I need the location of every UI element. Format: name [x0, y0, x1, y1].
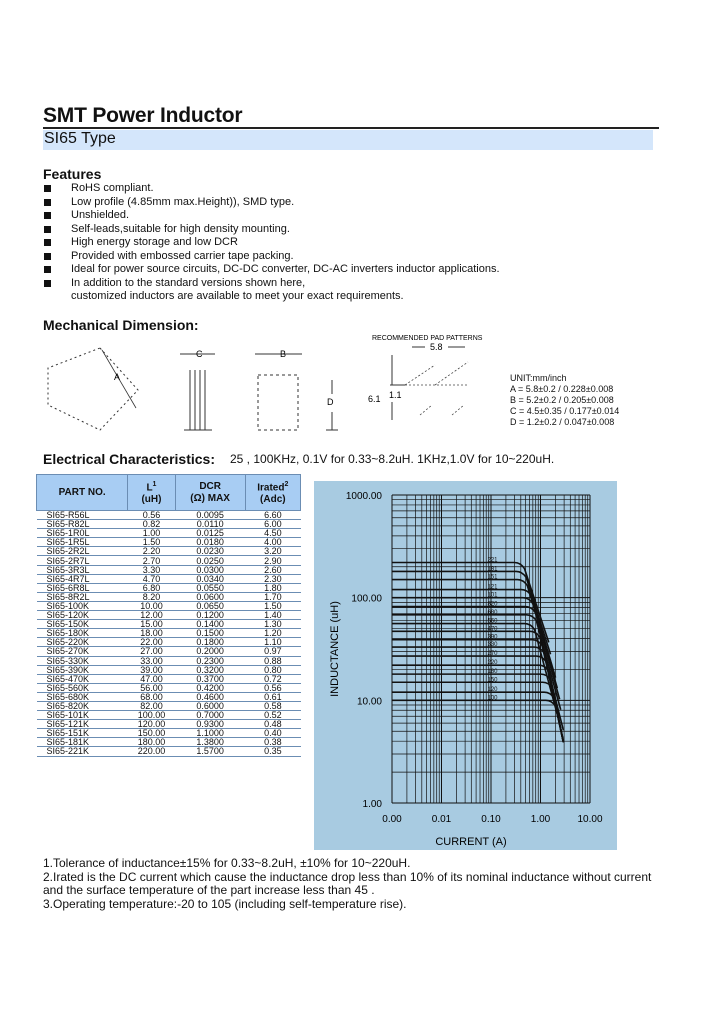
part-no-cell: SI65-120K: [37, 611, 128, 620]
dcr-cell: 1.1000: [175, 729, 245, 738]
col-header-irated: Irated$^2$ (Adc): [245, 475, 300, 511]
inductance-cell: 6.80: [128, 583, 175, 592]
mechanical-drawing: [40, 330, 510, 440]
dcr-cell: 0.0550: [175, 583, 245, 592]
series-label: 220: [487, 660, 498, 667]
table-row: [37, 565, 301, 574]
y-tick-label: 1000.00: [345, 491, 382, 502]
irated-cell: 0.88: [245, 656, 300, 665]
irated-cell: 1.50: [245, 601, 300, 610]
unit-line: A = 5.8±0.2 / 0.228±0.008: [510, 384, 614, 394]
inductance-cell: 4.70: [128, 574, 175, 583]
inductance-cell: 2.20: [128, 547, 175, 556]
y-tick-label: 100.00: [351, 593, 382, 605]
irated-cell: 1.70: [245, 592, 300, 601]
feature-item: High energy storage and low DCR: [43, 236, 643, 250]
part-no-cell: SI65-R82L: [37, 520, 128, 529]
x-tick-label: 0.01: [431, 814, 452, 825]
series-label: 560: [487, 618, 498, 625]
inductance-cell: 3.30: [128, 565, 175, 574]
irated-cell: 4.00: [245, 538, 300, 547]
inductance-cell: 18.00: [128, 629, 175, 638]
inductance-cell: 33.00: [128, 656, 175, 665]
feature-item: Low profile (4.85mm max.Height)), SMD type.: [43, 196, 643, 210]
irated-cell: 0.80: [245, 665, 300, 674]
dcr-cell: 0.0300: [175, 565, 245, 574]
irated-cell: 4.50: [245, 529, 300, 538]
dcr-cell: 0.0250: [175, 556, 245, 565]
pad-pattern-lines: [405, 362, 468, 415]
notes: [43, 857, 651, 911]
irated-cell: 6.00: [245, 520, 300, 529]
part-no-cell: SI65-220K: [37, 638, 128, 647]
irated-cell: 0.48: [245, 720, 300, 729]
pad-pattern-title: RECOMMENDED PAD PATTERNS: [372, 335, 483, 342]
irated-cell: 0.40: [245, 729, 300, 738]
series-line: [392, 665, 563, 742]
part-no-cell: SI65-1R0L: [37, 529, 128, 538]
unit-line: C = 4.5±0.35 / 0.177±0.014: [510, 406, 620, 416]
table-row: [37, 674, 301, 683]
dcr-cell: 0.0095: [175, 511, 245, 520]
dcr-cell: 0.3200: [175, 665, 245, 674]
inductance-chart-panel: [314, 481, 617, 850]
irated-cell: 1.80: [245, 583, 300, 592]
dcr-cell: 0.4200: [175, 683, 245, 692]
series-label: 151: [487, 574, 498, 581]
irated-cell: 0.38: [245, 738, 300, 747]
part-no-cell: SI65-181K: [37, 738, 128, 747]
series-line: [392, 656, 563, 742]
part-no-cell: SI65-151K: [37, 729, 128, 738]
x-tick-label: 10.00: [577, 814, 603, 825]
dim-a-label: A: [114, 372, 121, 382]
series-line: [392, 590, 556, 678]
irated-cell: 0.72: [245, 674, 300, 683]
series-line: [392, 682, 563, 742]
series-label: 121: [487, 584, 498, 591]
pad-dim-gap: 1.1: [389, 390, 402, 400]
dcr-cell: 0.1200: [175, 611, 245, 620]
dcr-cell: 0.4600: [175, 692, 245, 701]
series-label: 180: [487, 669, 498, 676]
dcr-cell: 0.0340: [175, 574, 245, 583]
part-no-cell: SI65-R56L: [37, 511, 128, 520]
x-tick-label: 0.00: [382, 814, 402, 825]
dim-c-label: C: [196, 349, 203, 359]
irated-cell: 0.52: [245, 711, 300, 720]
series-label: 221: [487, 557, 498, 564]
side-view-c: [180, 354, 215, 430]
feature-item: Self-leads,suitable for high density mounting.: [43, 223, 643, 237]
irated-cell: 1.10: [245, 638, 300, 647]
series-line: [392, 647, 563, 742]
part-no-cell: SI65-8R2L: [37, 592, 128, 601]
feature-item: Unshielded.: [43, 209, 643, 223]
irated-cell: 0.35: [245, 747, 300, 756]
inductance-cell: 82.00: [128, 701, 175, 710]
feature-item: Ideal for power source circuits, DC-DC converter, DC-AC inverters inductor applications.: [43, 263, 643, 277]
part-no-cell: SI65-4R7L: [37, 574, 128, 583]
title-divider: [43, 127, 659, 129]
dcr-cell: 0.0125: [175, 529, 245, 538]
feature-item: RoHS compliant.: [43, 182, 643, 196]
note-line: 3.Operating temperature:-20 to 105 (including self-temperature rise).: [43, 896, 407, 911]
inductance-cell: 8.20: [128, 592, 175, 601]
inductance-cell: 0.82: [128, 520, 175, 529]
inductance-cell: 39.00: [128, 665, 175, 674]
part-no-cell: SI65-1R5L: [37, 538, 128, 547]
series-label: 470: [487, 626, 498, 633]
irated-cell: 2.30: [245, 574, 300, 583]
series-label: 181: [487, 566, 498, 573]
part-no-cell: SI65-470K: [37, 674, 128, 683]
irated-cell: 3.20: [245, 547, 300, 556]
dcr-cell: 0.2000: [175, 647, 245, 656]
table-row: [37, 747, 301, 756]
spec-table-body: [37, 511, 301, 757]
series-label: 120: [487, 687, 498, 694]
irated-cell: 0.61: [245, 692, 300, 701]
inductance-cell: 10.00: [128, 601, 175, 610]
y-axis-label: INDUCTANCE (uH): [329, 601, 341, 697]
features-heading: Features: [43, 166, 102, 182]
dcr-cell: 0.2300: [175, 656, 245, 665]
table-row: [37, 574, 301, 583]
note-line: 2.Irated is the DC current which cause the inductance drop less than 10% of its nominal inductance without current: [43, 869, 652, 884]
table-row: [37, 683, 301, 692]
series-label: 100: [487, 695, 498, 702]
electrical-heading: Electrical Characteristics:: [43, 451, 215, 467]
irated-cell: 6.60: [245, 511, 300, 520]
part-no-cell: SI65-100K: [37, 601, 128, 610]
part-no-cell: SI65-820K: [37, 701, 128, 710]
part-no-cell: SI65-221K: [37, 747, 128, 756]
dcr-cell: 0.6000: [175, 701, 245, 710]
inductance-cell: 56.00: [128, 683, 175, 692]
inductance-cell: 120.00: [128, 720, 175, 729]
part-no-cell: SI65-121K: [37, 720, 128, 729]
part-no-cell: SI65-101K: [37, 711, 128, 720]
type-label: SI65 Type: [44, 130, 116, 147]
electrical-conditions: 25 , 100KHz, 0.1V for 0.33~8.2uH. 1KHz,1.0V for 10~220uH.: [230, 452, 555, 466]
x-axis-label: CURRENT (A): [435, 836, 507, 848]
part-no-cell: SI65-330K: [37, 656, 128, 665]
feature-item-continuation: customized inductors are available to meet your exact requirements.: [71, 290, 404, 302]
col-header-part: PART NO.: [37, 475, 128, 511]
dim-d-label: D: [327, 397, 334, 407]
type-band: [43, 130, 653, 150]
dcr-cell: 0.0600: [175, 592, 245, 601]
dcr-cell: 0.9300: [175, 720, 245, 729]
inductance-cell: 180.00: [128, 738, 175, 747]
irated-cell: 1.20: [245, 629, 300, 638]
part-no-cell: SI65-2R7L: [37, 556, 128, 565]
unit-line: B = 5.2±0.2 / 0.205±0.008: [510, 395, 614, 405]
inductance-cell: 12.00: [128, 611, 175, 620]
table-row: [37, 647, 301, 656]
series-line: [392, 624, 559, 721]
features-list: [43, 182, 643, 304]
series-line: [392, 631, 563, 730]
part-no-cell: SI65-6R8L: [37, 583, 128, 592]
part-no-cell: SI65-3R3L: [37, 565, 128, 574]
series-line: [392, 640, 563, 741]
dcr-cell: 0.7000: [175, 711, 245, 720]
table-row: [37, 556, 301, 565]
inductance-cell: 22.00: [128, 638, 175, 647]
inductance-cell: 1.50: [128, 538, 175, 547]
series-label: 101: [487, 592, 498, 599]
series-line: [392, 700, 563, 742]
irated-cell: 2.90: [245, 556, 300, 565]
series-line: [392, 674, 563, 742]
feature-item: In addition to the standard versions shown here,: [43, 277, 643, 291]
inductance-cell: 47.00: [128, 674, 175, 683]
series-label: 820: [487, 601, 498, 608]
series-label: 270: [487, 651, 498, 658]
table-row: [37, 656, 301, 665]
inductance-chart: [314, 481, 617, 850]
pad-dim-top: 5.8: [430, 342, 443, 352]
part-no-cell: SI65-270K: [37, 647, 128, 656]
page-title: SMT Power Inductor: [43, 104, 243, 127]
inductance-cell: 15.00: [128, 620, 175, 629]
dcr-cell: 0.0230: [175, 547, 245, 556]
dim-b-label: B: [280, 349, 287, 359]
feature-item: Provided with embossed carrier tape packing.: [43, 250, 643, 264]
mechanical-heading: Mechanical Dimension:: [43, 317, 199, 333]
inductance-cell: 2.70: [128, 556, 175, 565]
irated-cell: 0.97: [245, 647, 300, 656]
col-header-dcr: DCR (Ω) MAX: [175, 475, 245, 511]
dcr-cell: 0.1500: [175, 629, 245, 638]
dcr-cell: 0.0110: [175, 520, 245, 529]
part-no-cell: SI65-180K: [37, 629, 128, 638]
table-row: [37, 665, 301, 674]
part-no-cell: SI65-390K: [37, 665, 128, 674]
y-tick-label: 10.00: [356, 696, 382, 708]
irated-cell: 2.60: [245, 565, 300, 574]
table-row: [37, 547, 301, 556]
inductance-cell: 0.56: [128, 511, 175, 520]
col-header-l: $L^1$ (uH): [128, 475, 175, 511]
series-label: 330: [487, 642, 498, 649]
unit-line: UNIT:mm/inch: [510, 373, 567, 383]
side-view-b: [255, 354, 302, 430]
dcr-cell: 0.0650: [175, 601, 245, 610]
spec-table: [36, 474, 301, 757]
note-line: 1.Tolerance of inductance±15% for 0.33~8.2uH, ±10% for 10~220uH.: [43, 856, 411, 870]
y-tick-label: 1.00: [362, 799, 382, 810]
inductance-cell: 27.00: [128, 647, 175, 656]
dcr-cell: 0.1400: [175, 620, 245, 629]
series-label: 390: [487, 634, 498, 641]
table-row: [37, 583, 301, 592]
dcr-cell: 0.0180: [175, 538, 245, 547]
series-label: 150: [487, 677, 498, 684]
part-no-cell: SI65-560K: [37, 683, 128, 692]
x-tick-label: 1.00: [530, 814, 551, 825]
pad-dim-left: 6.1: [368, 394, 381, 404]
irated-cell: 0.58: [245, 701, 300, 710]
inductance-cell: 150.00: [128, 729, 175, 738]
series-label: 680: [487, 609, 498, 616]
unit-block: [510, 373, 619, 428]
part-no-cell: SI65-150K: [37, 620, 128, 629]
irated-cell: 0.56: [245, 683, 300, 692]
inductance-cell: 220.00: [128, 747, 175, 756]
dcr-cell: 0.3700: [175, 674, 245, 683]
irated-cell: 1.30: [245, 620, 300, 629]
inductance-cell: 68.00: [128, 692, 175, 701]
part-no-cell: SI65-680K: [37, 692, 128, 701]
inductance-cell: 1.00: [128, 529, 175, 538]
x-tick-label: 0.10: [481, 814, 501, 825]
unit-line: D = 1.2±0.2 / 0.047±0.008: [510, 417, 615, 427]
part-no-cell: SI65-2R2L: [37, 547, 128, 556]
dcr-cell: 1.3800: [175, 738, 245, 747]
dcr-cell: 0.1800: [175, 638, 245, 647]
inductance-cell: 100.00: [128, 711, 175, 720]
irated-cell: 1.40: [245, 611, 300, 620]
note-line: and the surface temperature of the part increase less than 45 .: [43, 883, 375, 898]
dcr-cell: 1.5700: [175, 747, 245, 756]
